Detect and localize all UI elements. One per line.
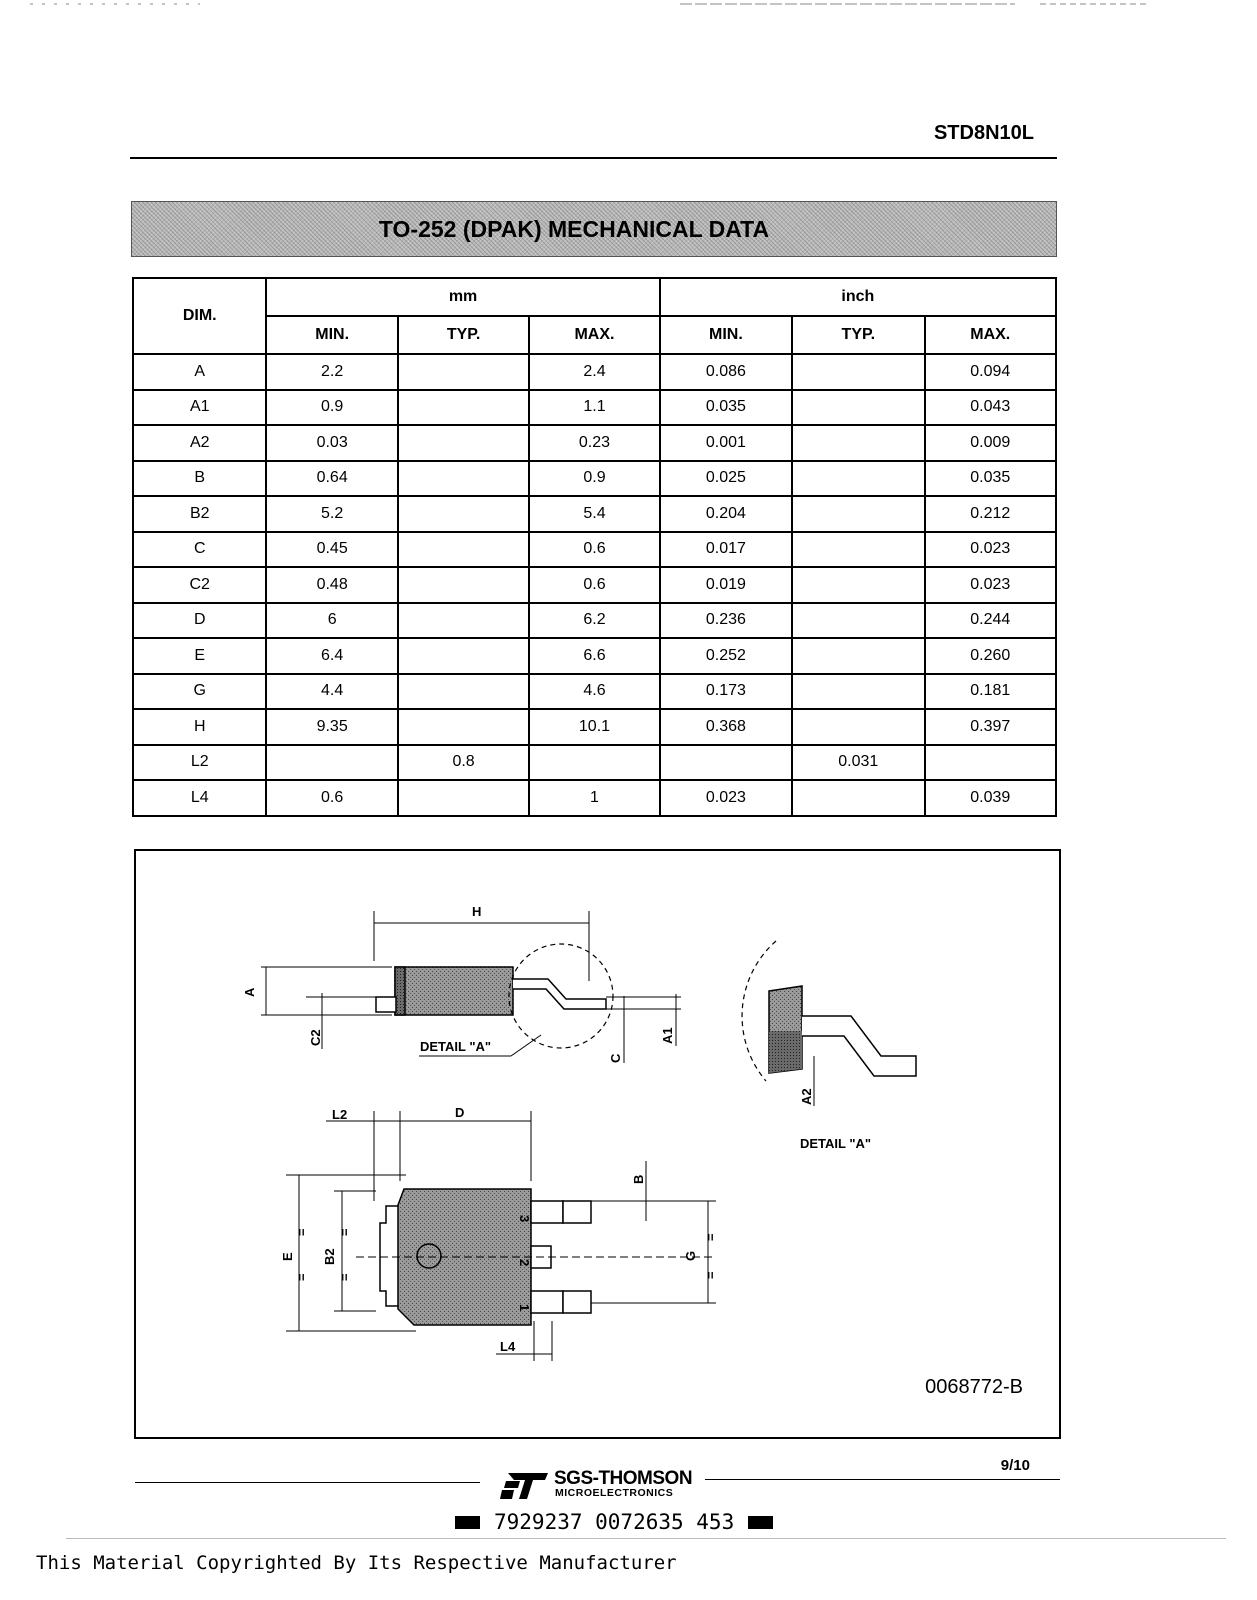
value-cell: 0.204 bbox=[660, 496, 792, 532]
value-cell: 0.9 bbox=[529, 461, 659, 497]
value-cell bbox=[792, 354, 924, 390]
value-cell: 0.173 bbox=[660, 674, 792, 710]
dim-cell: H bbox=[133, 709, 266, 745]
table-row bbox=[133, 674, 1056, 710]
value-cell: 0.23 bbox=[529, 425, 659, 461]
column-header: MAX. bbox=[529, 316, 659, 354]
value-cell: 0.023 bbox=[925, 567, 1056, 603]
value-cell: 1 bbox=[529, 780, 659, 816]
table-row bbox=[133, 745, 1056, 781]
value-cell: 0.48 bbox=[266, 567, 397, 603]
table-row bbox=[133, 603, 1056, 639]
dim-cell: E bbox=[133, 638, 266, 674]
value-cell bbox=[266, 745, 397, 781]
value-cell: 10.1 bbox=[529, 709, 659, 745]
value-cell: 0.03 bbox=[266, 425, 397, 461]
value-cell bbox=[398, 709, 529, 745]
scan-artifact-dashes bbox=[30, 2, 1190, 6]
value-cell: 0.212 bbox=[925, 496, 1056, 532]
label-pin-1: 1 bbox=[517, 1304, 532, 1312]
dim-cell: G bbox=[133, 674, 266, 710]
value-cell: 6 bbox=[266, 603, 397, 639]
value-cell: 0.001 bbox=[660, 425, 792, 461]
value-cell bbox=[398, 390, 529, 426]
label-detail-a-caption: DETAIL "A" bbox=[800, 1136, 872, 1151]
value-cell: 0.039 bbox=[925, 780, 1056, 816]
value-cell: 0.64 bbox=[266, 461, 397, 497]
value-cell: 0.252 bbox=[660, 638, 792, 674]
value-cell: 0.181 bbox=[925, 674, 1056, 710]
label-pin-2: 2 bbox=[517, 1259, 532, 1267]
value-cell bbox=[792, 780, 924, 816]
label-e: E bbox=[280, 1252, 295, 1261]
value-cell: 5.2 bbox=[266, 496, 397, 532]
value-cell: 6.4 bbox=[266, 638, 397, 674]
value-cell bbox=[398, 425, 529, 461]
value-cell: 0.8 bbox=[398, 745, 529, 781]
dim-cell: C bbox=[133, 532, 266, 568]
value-cell: 0.009 bbox=[925, 425, 1056, 461]
value-cell: 5.4 bbox=[529, 496, 659, 532]
value-cell: 0.086 bbox=[660, 354, 792, 390]
value-cell bbox=[792, 425, 924, 461]
table-header-row bbox=[133, 278, 1056, 316]
detail-a-view bbox=[742, 941, 916, 1106]
value-cell: 0.043 bbox=[925, 390, 1056, 426]
value-cell bbox=[398, 638, 529, 674]
column-header: TYP. bbox=[398, 316, 529, 354]
table-row bbox=[133, 532, 1056, 568]
table-subheader-row bbox=[133, 316, 1056, 354]
value-cell bbox=[792, 461, 924, 497]
value-cell: 0.035 bbox=[925, 461, 1056, 497]
label-equal: = bbox=[703, 1271, 718, 1279]
label-c2: C2 bbox=[308, 1029, 323, 1046]
header-rule bbox=[130, 157, 1057, 159]
dim-cell: D bbox=[133, 603, 266, 639]
value-cell: 0.035 bbox=[660, 390, 792, 426]
barcode-text: 7929237 0072635 453 bbox=[494, 1510, 735, 1534]
label-b2: B2 bbox=[322, 1248, 337, 1265]
section-title: TO-252 (DPAK) MECHANICAL DATA bbox=[378, 215, 770, 242]
table-row bbox=[133, 709, 1056, 745]
value-cell: 6.2 bbox=[529, 603, 659, 639]
table-row bbox=[133, 390, 1056, 426]
dim-cell: A1 bbox=[133, 390, 266, 426]
value-cell bbox=[792, 567, 924, 603]
value-cell: 0.023 bbox=[660, 780, 792, 816]
value-cell: 0.45 bbox=[266, 532, 397, 568]
column-header: MIN. bbox=[660, 316, 792, 354]
value-cell bbox=[529, 745, 659, 781]
value-cell bbox=[792, 709, 924, 745]
dim-cell: C2 bbox=[133, 567, 266, 603]
st-logo-icon bbox=[500, 1470, 550, 1502]
dim-header: DIM. bbox=[133, 278, 266, 354]
value-cell: 9.35 bbox=[266, 709, 397, 745]
value-cell: 0.9 bbox=[266, 390, 397, 426]
column-header: MAX. bbox=[925, 316, 1056, 354]
value-cell bbox=[398, 354, 529, 390]
value-cell: 0.6 bbox=[529, 532, 659, 568]
part-number: STD8N10L bbox=[933, 122, 1034, 144]
table-row bbox=[133, 354, 1056, 390]
value-cell bbox=[925, 745, 1056, 781]
value-cell: 0.244 bbox=[925, 603, 1056, 639]
table-body bbox=[133, 354, 1056, 816]
value-cell: 0.025 bbox=[660, 461, 792, 497]
label-a: A bbox=[242, 987, 257, 997]
dim-cell: A2 bbox=[133, 425, 266, 461]
logo-subtitle: MICROELECTRONICS bbox=[555, 1487, 674, 1499]
value-cell: 2.2 bbox=[266, 354, 397, 390]
footer-rule bbox=[705, 1479, 1060, 1480]
package-drawing bbox=[134, 849, 1061, 1439]
section-title-banner bbox=[131, 201, 1057, 257]
value-cell bbox=[792, 390, 924, 426]
mm-header: mm bbox=[266, 278, 659, 316]
value-cell: 0.094 bbox=[925, 354, 1056, 390]
value-cell bbox=[792, 638, 924, 674]
label-equal: = bbox=[337, 1228, 352, 1236]
label-h: H bbox=[472, 904, 482, 919]
value-cell bbox=[398, 461, 529, 497]
value-cell: 2.4 bbox=[529, 354, 659, 390]
barcode-block bbox=[455, 1516, 480, 1529]
label-equal: = bbox=[703, 1233, 718, 1241]
value-cell bbox=[792, 496, 924, 532]
label-equal: = bbox=[294, 1273, 309, 1281]
copyright-notice: This Material Copyrighted By Its Respective Manufacturer bbox=[36, 1552, 677, 1574]
table-row bbox=[133, 567, 1056, 603]
value-cell bbox=[398, 532, 529, 568]
value-cell: 6.6 bbox=[529, 638, 659, 674]
label-a2: A2 bbox=[799, 1088, 814, 1105]
value-cell: 0.397 bbox=[925, 709, 1056, 745]
page-number: 9/10 bbox=[1000, 1457, 1030, 1474]
value-cell bbox=[660, 745, 792, 781]
footer-rule bbox=[135, 1482, 480, 1483]
value-cell bbox=[792, 603, 924, 639]
label-b: B bbox=[631, 1174, 646, 1184]
value-cell bbox=[398, 567, 529, 603]
dim-cell: A bbox=[133, 354, 266, 390]
value-cell bbox=[792, 532, 924, 568]
value-cell: 0.017 bbox=[660, 532, 792, 568]
dim-cell: B bbox=[133, 461, 266, 497]
label-d: D bbox=[455, 1105, 465, 1120]
table-row bbox=[133, 780, 1056, 816]
label-equal: = bbox=[337, 1273, 352, 1281]
dim-cell: L4 bbox=[133, 780, 266, 816]
mechanical-data-table bbox=[132, 277, 1057, 817]
value-cell: 0.6 bbox=[266, 780, 397, 816]
label-a1: A1 bbox=[660, 1027, 675, 1044]
label-c: C bbox=[608, 1053, 623, 1063]
drawing-code: 0068772-B bbox=[925, 1376, 1023, 1398]
dim-cell: B2 bbox=[133, 496, 266, 532]
table-row bbox=[133, 425, 1056, 461]
column-header: TYP. bbox=[792, 316, 924, 354]
label-g: G bbox=[683, 1250, 698, 1261]
value-cell: 0.236 bbox=[660, 603, 792, 639]
value-cell: 0.6 bbox=[529, 567, 659, 603]
inch-header: inch bbox=[660, 278, 1056, 316]
label-l4: L4 bbox=[500, 1339, 516, 1354]
barcode-block bbox=[748, 1516, 773, 1529]
value-cell bbox=[398, 496, 529, 532]
label-pin-3: 3 bbox=[517, 1215, 532, 1223]
value-cell: 0.023 bbox=[925, 532, 1056, 568]
st-logo bbox=[500, 1468, 700, 1502]
value-cell: 0.368 bbox=[660, 709, 792, 745]
label-detail-a: DETAIL "A" bbox=[420, 1039, 492, 1054]
bottom-rule bbox=[66, 1538, 1226, 1539]
value-cell: 4.4 bbox=[266, 674, 397, 710]
barcode-line bbox=[455, 1510, 773, 1534]
logo-name: SGS-THOMSON bbox=[554, 1468, 693, 1489]
value-cell: 1.1 bbox=[529, 390, 659, 426]
table-row bbox=[133, 638, 1056, 674]
value-cell bbox=[792, 674, 924, 710]
value-cell: 0.031 bbox=[792, 745, 924, 781]
label-l2: L2 bbox=[332, 1107, 348, 1122]
value-cell bbox=[398, 603, 529, 639]
value-cell: 4.6 bbox=[529, 674, 659, 710]
value-cell bbox=[398, 780, 529, 816]
table-row bbox=[133, 496, 1056, 532]
label-equal: = bbox=[294, 1228, 309, 1236]
value-cell bbox=[398, 674, 529, 710]
table-row bbox=[133, 461, 1056, 497]
package-drawing-svg bbox=[136, 851, 1059, 1437]
value-cell: 0.260 bbox=[925, 638, 1056, 674]
dim-cell: L2 bbox=[133, 745, 266, 781]
column-header: MIN. bbox=[266, 316, 397, 354]
value-cell: 0.019 bbox=[660, 567, 792, 603]
